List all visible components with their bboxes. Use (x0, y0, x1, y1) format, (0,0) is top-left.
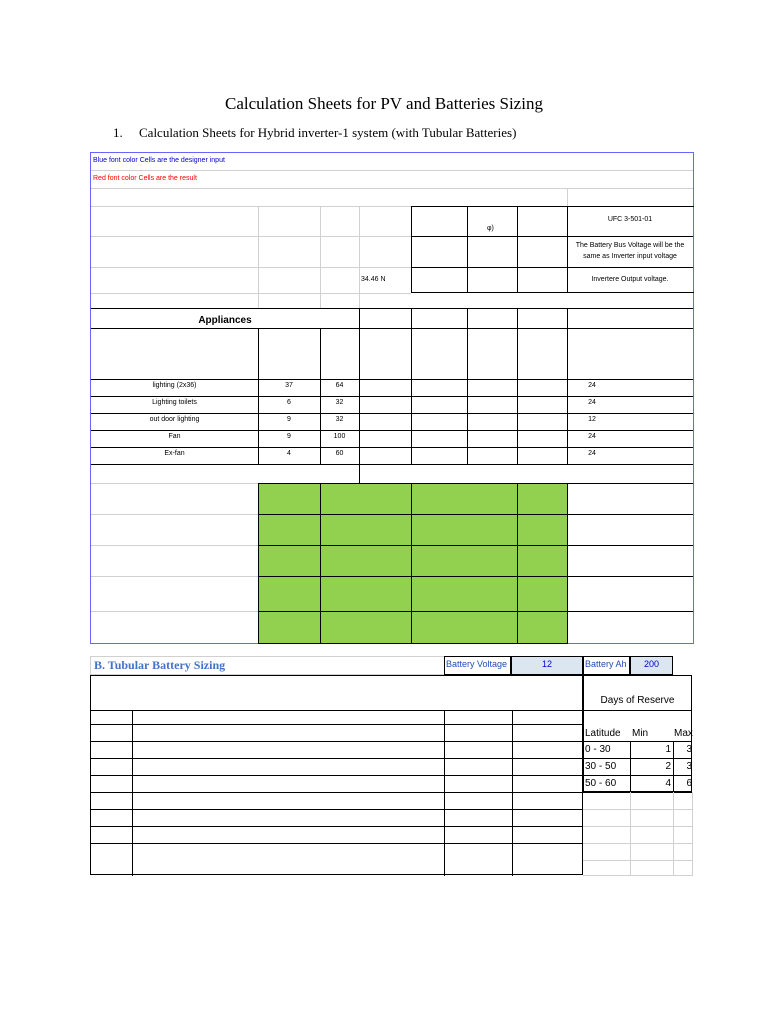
appliance-qty: 9 (287, 433, 291, 440)
appliance-name: out door lighting (149, 416, 200, 423)
pv-calculation-sheet (90, 152, 694, 644)
reserve-max: 3 (686, 744, 692, 755)
appliance-qty: 9 (287, 416, 291, 423)
appliance-qty: 4 (287, 450, 291, 457)
appliance-qty: 6 (287, 399, 291, 406)
section-subtitle (113, 125, 516, 141)
page-title: Calculation Sheets for PV and Batteries Sizing (225, 94, 543, 113)
appliance-qty: 37 (285, 382, 293, 389)
days-of-reserve-header: Days of Reserve (600, 695, 675, 706)
battery-bus-note: The Battery Bus Voltage will be the same as Inverter input voltage (575, 242, 685, 260)
battery-section-title: B. Tubular Battery Sizing (94, 658, 226, 672)
ufc-reference: UFC 3-501-01 (607, 216, 653, 223)
appliance-hours: 24 (588, 450, 596, 457)
reserve-min: 2 (665, 761, 671, 772)
appliances-header: Appliances (198, 315, 252, 326)
appliance-hours: 12 (588, 416, 596, 423)
col-max: Max (674, 728, 693, 739)
reserve-latitude: 30 - 50 (585, 761, 617, 772)
reserve-latitude: 50 - 60 (585, 778, 617, 789)
battery-voltage-label: Battery Voltage (446, 659, 508, 669)
phi-label: φ) (487, 225, 494, 232)
appliance-hours: 24 (588, 399, 596, 406)
reserve-latitude: 0 - 30 (585, 744, 611, 755)
battery-ah-value: 200 (643, 659, 660, 669)
appliance-watt: 64 (335, 382, 344, 389)
col-latitude: Latitude (585, 728, 621, 739)
subtitle-number: 1. (113, 125, 123, 140)
reserve-min: 4 (665, 778, 671, 789)
appliance-hours: 24 (588, 382, 596, 389)
note-blue-input: Blue font color Cells are the designer input (93, 157, 225, 164)
appliance-name: Fan (168, 433, 181, 440)
appliance-hours: 24 (588, 433, 596, 440)
appliance-watt: 32 (335, 416, 344, 423)
col-min: Min (632, 728, 649, 739)
appliance-name: lighting (2x36) (152, 382, 197, 389)
battery-sizing-section (90, 656, 694, 876)
battery-ah-label: Battery Ah (585, 659, 627, 669)
inverter-output-note: Invertere Output voltage. (591, 276, 669, 283)
battery-voltage-value: 12 (541, 659, 552, 669)
appliance-watt: 32 (335, 399, 344, 406)
reserve-max: 6 (686, 778, 692, 789)
appliance-watt: 60 (335, 450, 344, 457)
appliance-watt: 100 (333, 433, 346, 440)
subtitle-text: Calculation Sheets for Hybrid inverter-1 system (with Tubular Batteries) (139, 125, 517, 140)
appliance-name: Lighting toilets (152, 399, 197, 406)
appliance-name: Ex-fan (164, 450, 185, 457)
value-3446: 34.46 N (361, 276, 386, 283)
reserve-max: 3 (686, 761, 692, 772)
note-red-result: Red font color Cells are the result (93, 175, 197, 182)
reserve-min: 1 (665, 744, 671, 755)
